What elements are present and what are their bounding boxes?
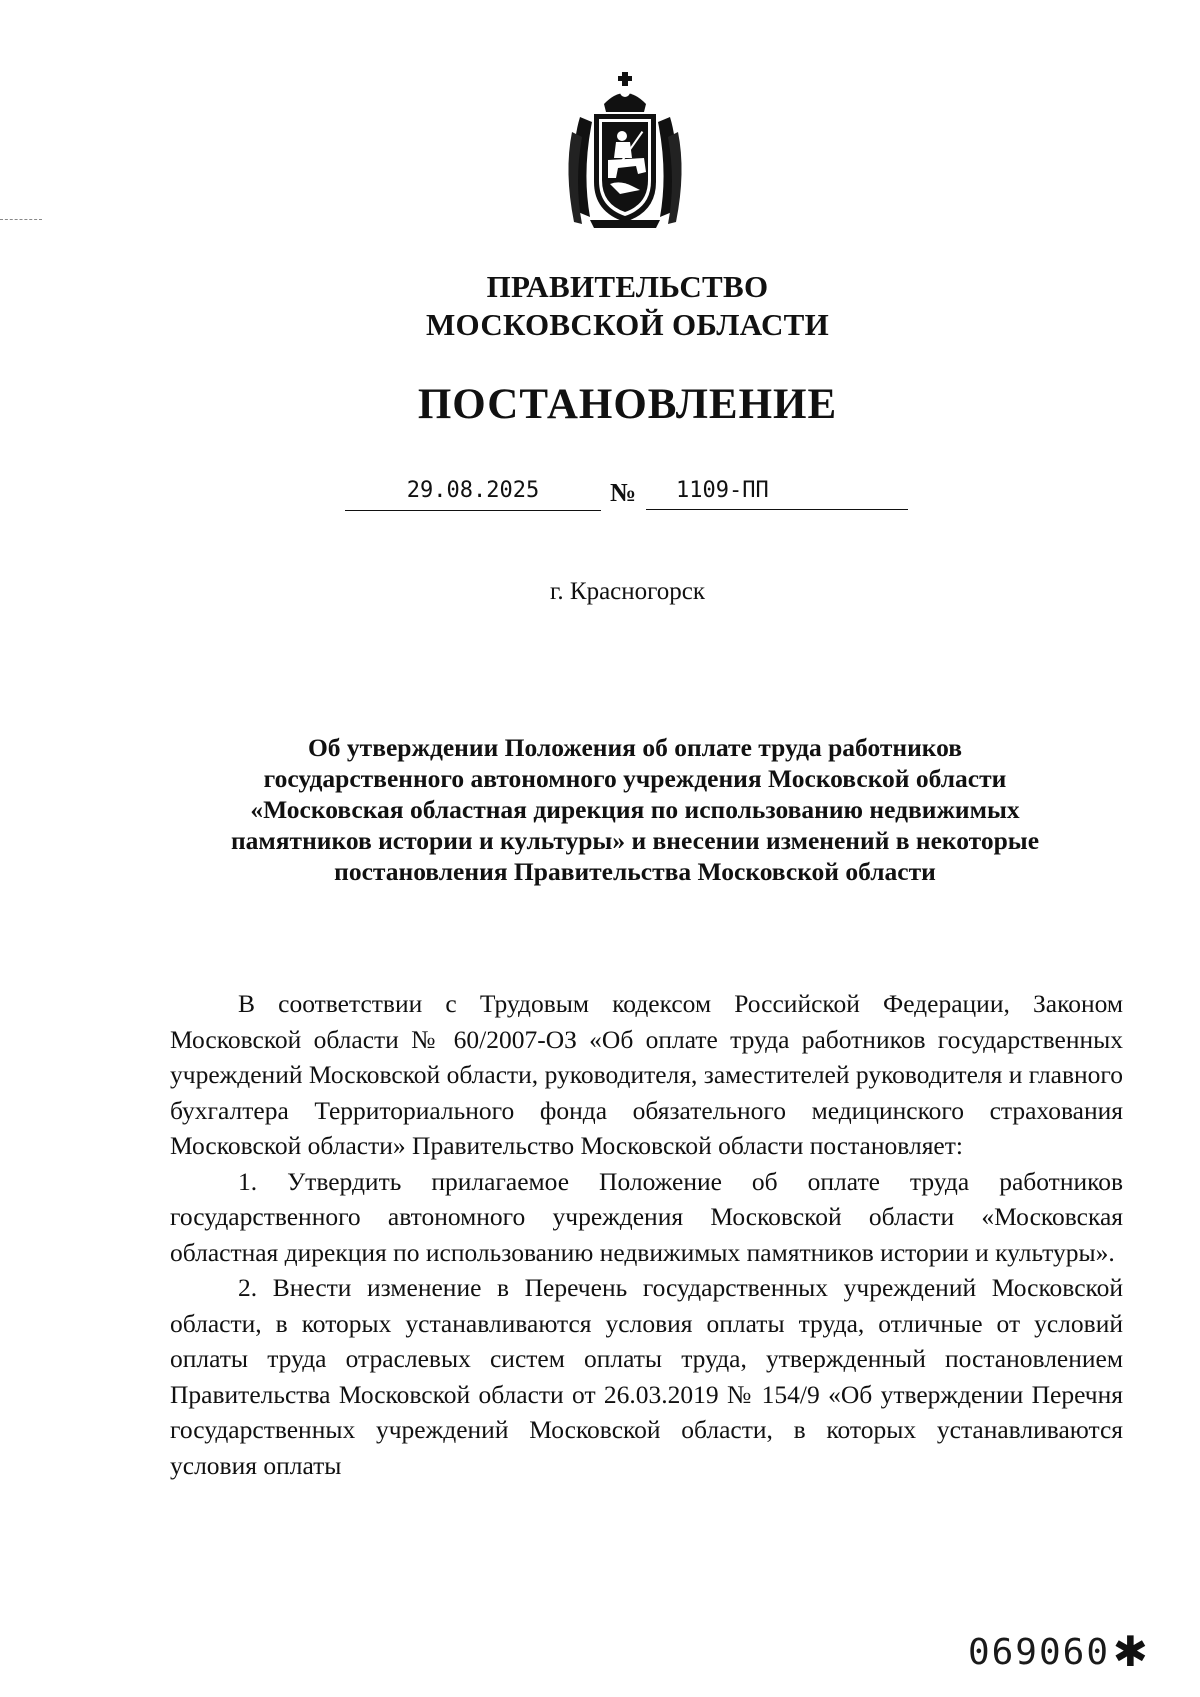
moscow-oblast-coat-of-arms-icon <box>560 62 690 232</box>
margin-mark <box>0 219 42 220</box>
document-number: 1109-ПП <box>646 476 908 510</box>
city-name: г. Красногорск <box>549 578 706 605</box>
body-paragraph: В соответствии с Трудовым кодексом Российской Федерации, Законом Московской области № 60/2007-ОЗ «Об оплате труда работников государственных учреждений Московской области, руководителя, заместителей руководителя и главного бухгалтера Территориального фонда обязательного медицинского страхования Московской области» Правительство Московской области постановляет: <box>170 989 1123 1160</box>
org-name-line2: МОСКОВСКОЙ ОБЛАСТИ <box>425 307 830 342</box>
title-line: Об утверждении Положения об оплате труда работников <box>307 733 963 762</box>
document-body <box>170 986 1123 1483</box>
title-line: государственного автономного учреждения Московской области <box>263 764 1007 793</box>
title-line: постановления Правительства Московской области <box>334 857 936 886</box>
document-title <box>170 732 1100 887</box>
title-line: «Московская областная дирекция по использованию недвижимых <box>250 795 1020 824</box>
body-paragraph: 1. Утвердить прилагаемое Положение об оплате труда работников государственного автономного учреждения Московской области «Московская областная дирекция по использованию недвижимых памятников истории и культуры». <box>170 1166 1123 1267</box>
document-type-heading: ПОСТАНОВЛЕНИЕ <box>417 381 838 428</box>
body-paragraph: 2. Внести изменение в Перечень государственных учреждений Московской области, в которых устанавливаются условия оплаты труда, отличные от условий оплаты труда отраслевых систем оплаты труда, утвержденный постановлением Правительства Московской области от 26.03.2019 № 154/9 «Об утверждении Перечня государственных учреждений Московской области, в которых устанавливаются условия оплаты <box>170 1273 1123 1480</box>
serial-number: 069060 <box>967 1632 1110 1673</box>
asterisk-mark: ✱ <box>1112 1630 1148 1676</box>
org-name-line1: ПРАВИТЕЛЬСТВО <box>486 269 769 304</box>
document-date: 29.08.2025 <box>345 476 601 511</box>
number-sign: № <box>610 478 637 507</box>
title-line: памятников истории и культуры» и внесении изменений в некоторые <box>230 826 1040 855</box>
